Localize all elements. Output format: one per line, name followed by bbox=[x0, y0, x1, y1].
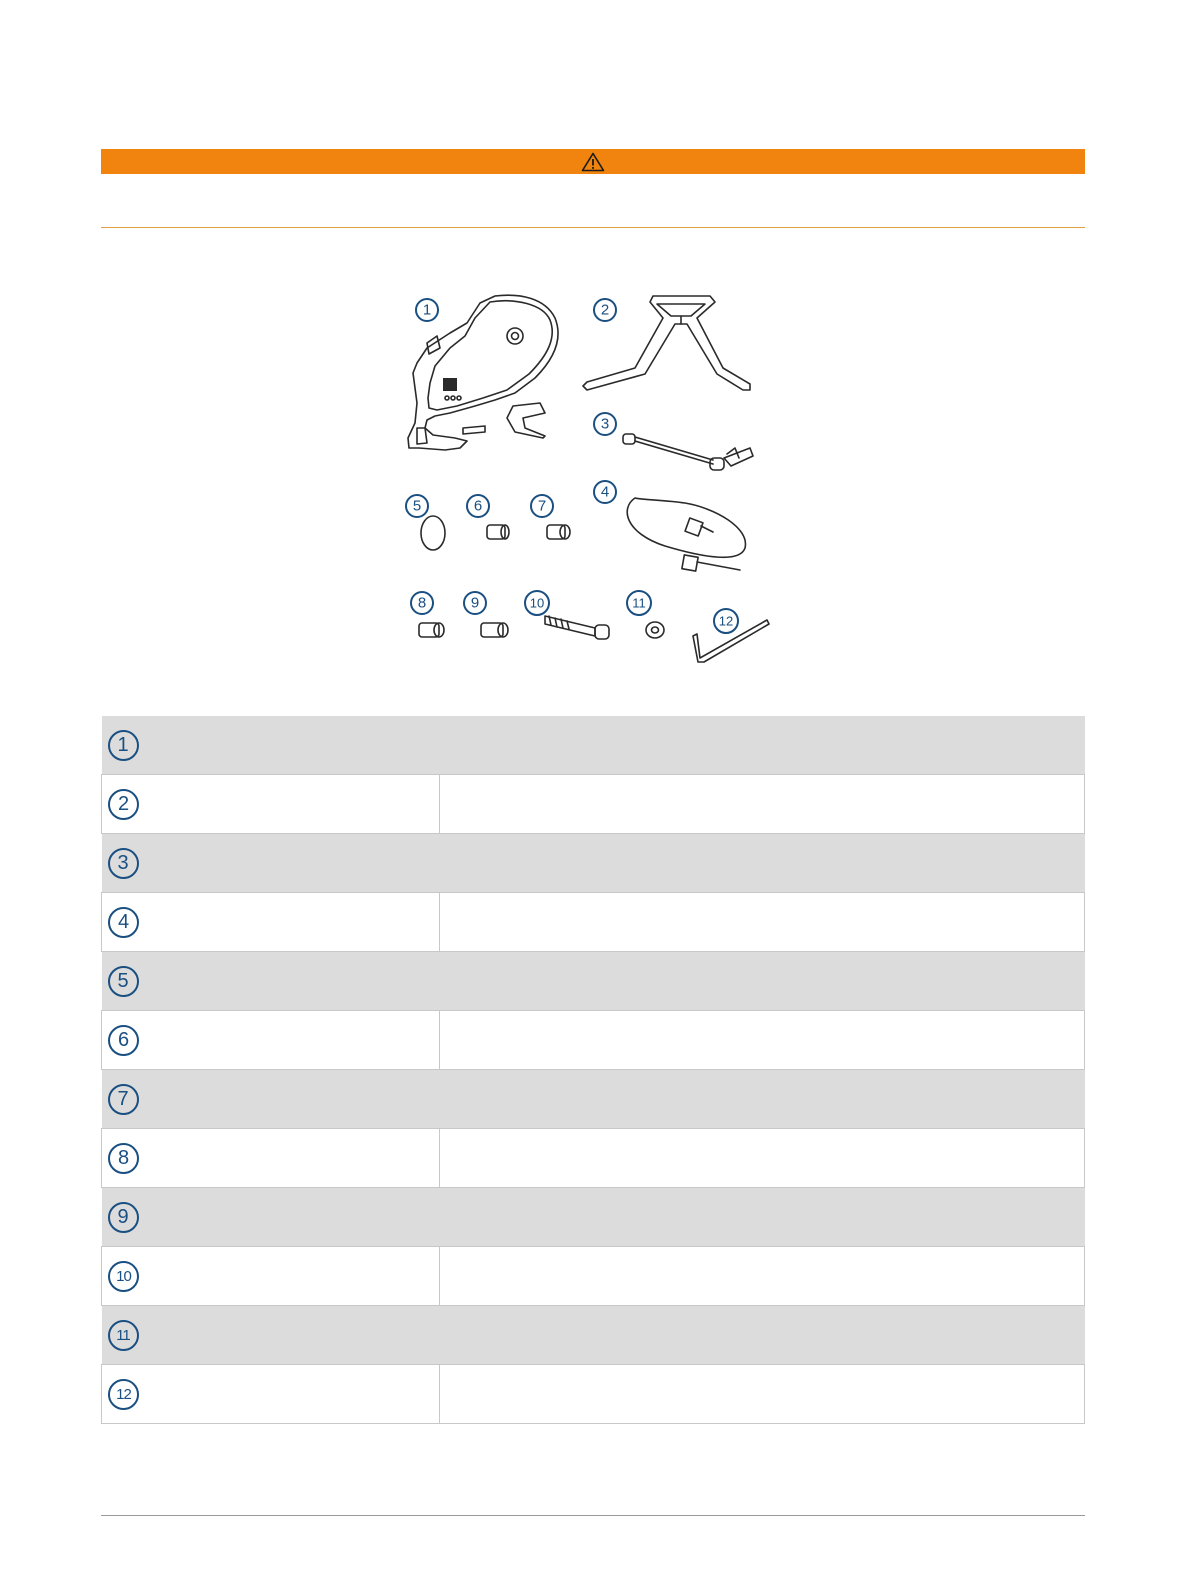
row-number-cell bbox=[102, 1070, 440, 1129]
row-number-cell bbox=[102, 1247, 440, 1306]
row-number-cell bbox=[102, 1188, 440, 1247]
washer-drawing bbox=[646, 622, 664, 638]
row-number-cell bbox=[102, 1129, 440, 1188]
callout-6 bbox=[467, 495, 489, 517]
table-row bbox=[102, 952, 1085, 1011]
svg-text:3: 3 bbox=[600, 415, 610, 433]
thru-axle-drawing bbox=[623, 434, 753, 470]
callout-5 bbox=[406, 495, 428, 517]
bolt-drawing bbox=[545, 616, 609, 639]
row-description-cell bbox=[440, 952, 1085, 1011]
number-badge: 4 bbox=[108, 907, 139, 938]
row-number-cell bbox=[102, 1365, 440, 1424]
callout-9 bbox=[464, 592, 486, 614]
warning-triangle-icon bbox=[581, 152, 605, 172]
callout-1 bbox=[416, 299, 438, 321]
svg-text:6: 6 bbox=[473, 497, 483, 515]
number-badge: 7 bbox=[108, 1084, 139, 1115]
spacer-7-drawing bbox=[547, 525, 570, 539]
row-description-cell bbox=[440, 1070, 1085, 1129]
row-description-cell bbox=[440, 1129, 1085, 1188]
svg-text:4: 4 bbox=[600, 483, 610, 501]
number-badge: 2 bbox=[108, 789, 139, 820]
adapter-8-drawing bbox=[419, 623, 444, 637]
callout-11 bbox=[627, 591, 651, 615]
callout-12 bbox=[714, 609, 738, 633]
svg-text:8: 8 bbox=[417, 594, 427, 612]
callout-10 bbox=[525, 591, 549, 615]
svg-text:9: 9 bbox=[470, 594, 480, 612]
svg-text:7: 7 bbox=[537, 497, 547, 515]
row-number-cell bbox=[102, 893, 440, 952]
row-number-cell bbox=[102, 716, 440, 775]
table-row bbox=[102, 1070, 1085, 1129]
footer-divider bbox=[101, 1515, 1085, 1516]
row-description-cell bbox=[440, 716, 1085, 775]
parts-illustration bbox=[395, 288, 780, 678]
svg-text:11: 11 bbox=[632, 595, 646, 611]
table-row bbox=[102, 775, 1085, 834]
row-description-cell bbox=[440, 834, 1085, 893]
number-badge: 9 bbox=[108, 1202, 139, 1233]
row-description-cell bbox=[440, 775, 1085, 834]
table-row bbox=[102, 834, 1085, 893]
svg-text:10: 10 bbox=[529, 595, 545, 611]
number-badge: 11 bbox=[108, 1320, 139, 1351]
row-number-cell bbox=[102, 834, 440, 893]
number-badge: 3 bbox=[108, 848, 139, 879]
row-number-cell bbox=[102, 952, 440, 1011]
callout-2 bbox=[594, 299, 616, 321]
number-badge: 6 bbox=[108, 1025, 139, 1056]
parts-diagram bbox=[395, 288, 780, 678]
spacer-6-drawing bbox=[487, 525, 509, 539]
parts-table bbox=[101, 716, 1085, 1424]
table-row bbox=[102, 1365, 1085, 1424]
callout-4 bbox=[594, 481, 616, 503]
number-badge: 10 bbox=[108, 1261, 139, 1292]
row-description-cell bbox=[440, 1011, 1085, 1070]
table-row bbox=[102, 1306, 1085, 1365]
warning-divider bbox=[101, 227, 1085, 228]
row-description-cell bbox=[440, 893, 1085, 952]
svg-text:5: 5 bbox=[412, 497, 422, 515]
table-row bbox=[102, 1129, 1085, 1188]
svg-text:12: 12 bbox=[718, 613, 734, 629]
number-badge: 8 bbox=[108, 1143, 139, 1174]
row-number-cell bbox=[102, 1011, 440, 1070]
adapter-9-drawing bbox=[481, 623, 508, 637]
row-number-cell bbox=[102, 1306, 440, 1365]
row-description-cell bbox=[440, 1188, 1085, 1247]
row-description-cell bbox=[440, 1365, 1085, 1424]
o-ring-drawing bbox=[421, 516, 445, 550]
callout-8 bbox=[411, 592, 433, 614]
power-cable-drawing bbox=[627, 498, 745, 571]
row-description-cell bbox=[440, 1306, 1085, 1365]
svg-text:2: 2 bbox=[600, 301, 610, 319]
row-description-cell bbox=[440, 1247, 1085, 1306]
callout-3 bbox=[594, 413, 616, 435]
warning-banner bbox=[101, 149, 1085, 174]
row-number-cell bbox=[102, 775, 440, 834]
table-row bbox=[102, 893, 1085, 952]
table-row bbox=[102, 1011, 1085, 1070]
callout-7 bbox=[531, 495, 553, 517]
svg-text:1: 1 bbox=[422, 301, 432, 319]
number-badge: 1 bbox=[108, 730, 139, 761]
table-row bbox=[102, 716, 1085, 775]
number-badge: 12 bbox=[108, 1379, 139, 1410]
number-badge: 5 bbox=[108, 966, 139, 997]
table-row bbox=[102, 1188, 1085, 1247]
table-row bbox=[102, 1247, 1085, 1306]
